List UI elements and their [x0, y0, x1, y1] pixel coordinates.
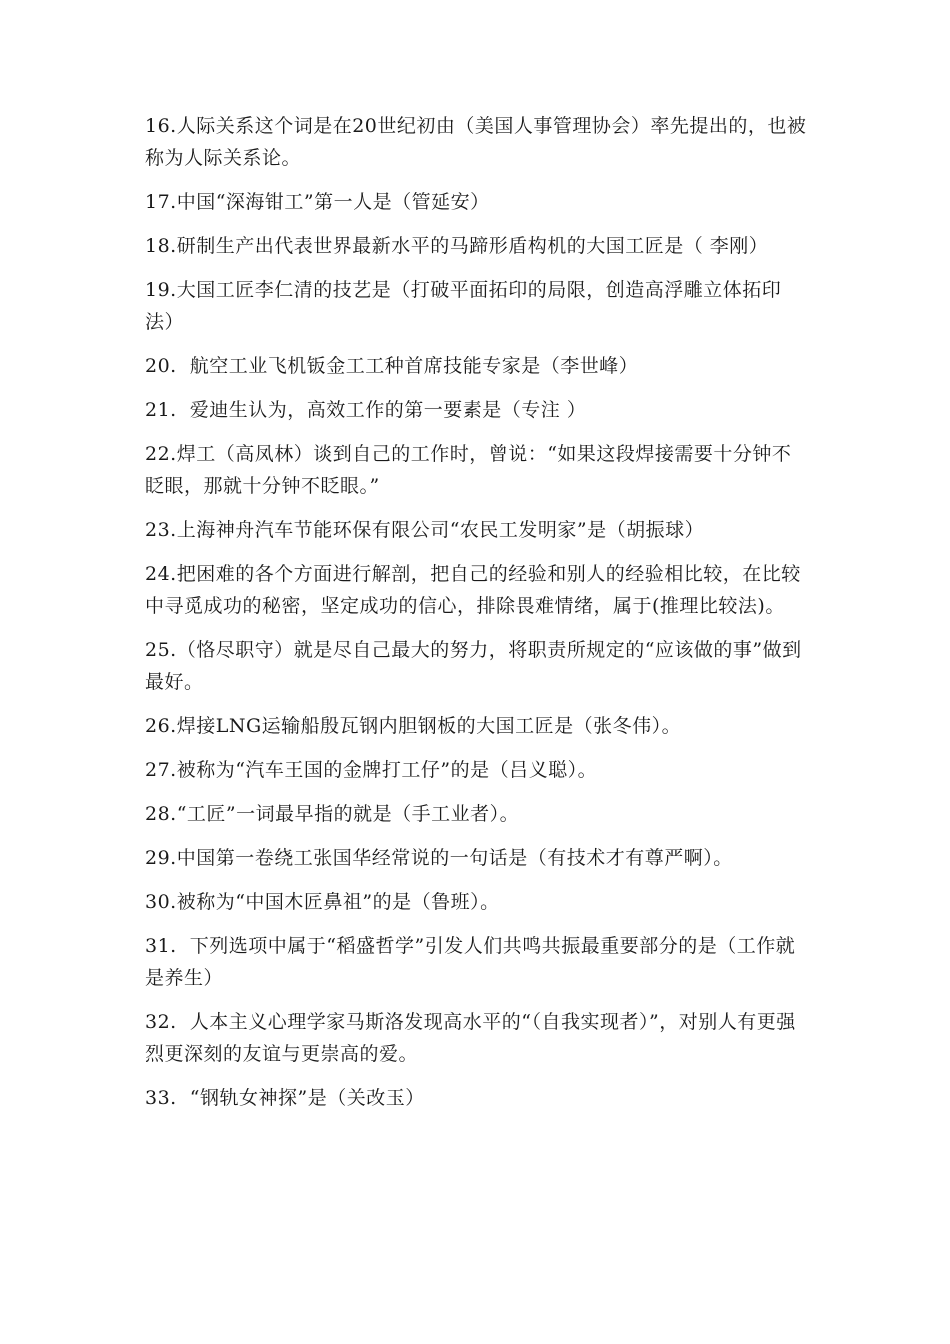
- list-item: 16.人际关系这个词是在20世纪初由（美国人事管理协会）率先提出的，也被称为人际关系论。: [145, 115, 807, 169]
- list-item: 25.（恪尽职守）就是尽自己最大的努力，将职责所规定的“应该做的事”做到最好。: [145, 639, 802, 693]
- list-item: 21. 爱迪生认为，高效工作的第一要素是（专注 ）: [145, 399, 587, 421]
- list-item: 29.中国第一卷绕工张国华经常说的一句话是（有技术才有尊严啊）。: [145, 847, 733, 869]
- list-item: 28.“工匠”一词最早指的就是（手工业者）。: [145, 803, 520, 825]
- list-item: 18.研制生产出代表世界最新水平的马蹄形盾构机的大国工匠是（ 李刚）: [145, 235, 769, 257]
- list-item: 20. 航空工业飞机钣金工工种首席技能专家是（李世峰）: [145, 355, 639, 377]
- list-item: 17.中国“深海钳工”第一人是（管延安）: [145, 191, 490, 213]
- list-item: 27.被称为“汽车王国的金牌打工仔”的是（吕义聪）。: [145, 759, 598, 781]
- question-list: [145, 110, 810, 1126]
- list-item: 19.大国工匠李仁清的技艺是（打破平面拓印的局限，创造高浮雕立体拓印法）: [145, 279, 782, 333]
- list-item: 24.把困难的各个方面进行解剖，把自己的经验和别人的经验相比较，在比较中寻觅成功的秘密，坚定成功的信心，排除畏难情绪，属于(推理比较法)。: [145, 563, 801, 617]
- list-item: 26.焊接LNG运输船殷瓦钢内胆钢板的大国工匠是（张冬伟）。: [145, 715, 682, 737]
- list-item: 33. “钢轨女神探”是（关改玉）: [145, 1087, 425, 1109]
- list-item: 30.被称为“中国木匠鼻祖”的是（鲁班）。: [145, 891, 500, 913]
- list-item: 22.焊工（高凤林）谈到自己的工作时，曾说：“如果这段焊接需要十分钟不眨眼，那就十分钟不眨眼。”: [145, 443, 792, 497]
- list-item: 31. 下列选项中属于“稻盛哲学”引发人们共鸣共振最重要部分的是（工作就是养生）: [145, 935, 796, 989]
- list-item: 32. 人本主义心理学家马斯洛发现高水平的“（自我实现者）”，对别人有更强烈更深刻的友谊与更崇高的爱。: [145, 1011, 796, 1065]
- list-item: 23.上海神舟汽车节能环保有限公司“农民工发明家”是（胡振球）: [145, 519, 705, 541]
